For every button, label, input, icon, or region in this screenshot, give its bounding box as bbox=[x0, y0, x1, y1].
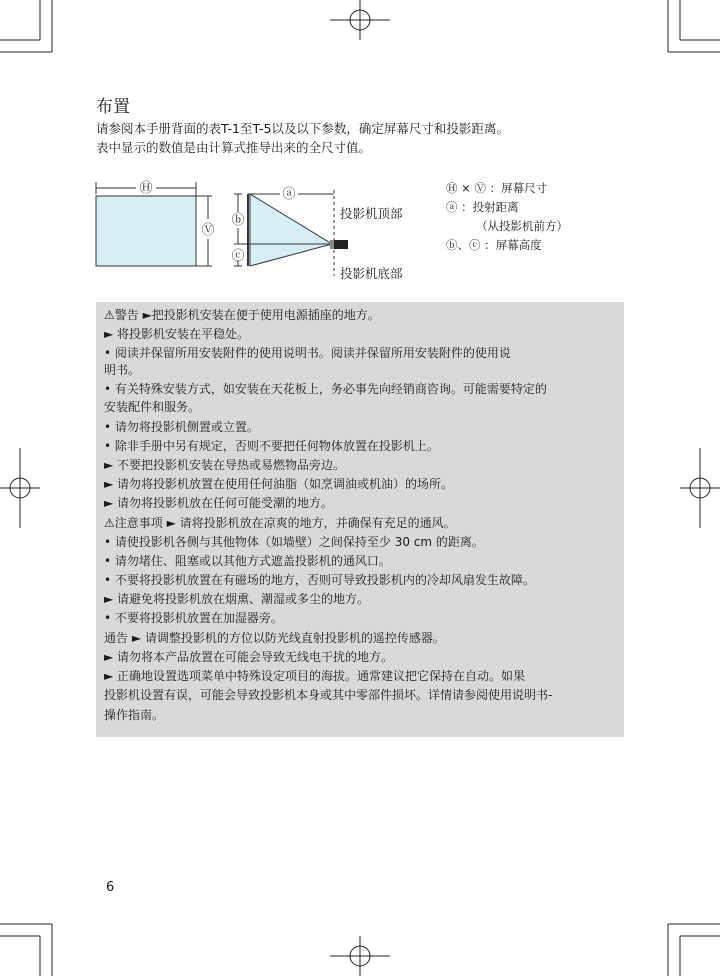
warning-line: ► 正确地设置选项菜单中特殊设定项目的海拔。通常建议把它保持在自动。如果 bbox=[104, 669, 526, 683]
warning-line: • 请使投影机各侧与其他物体（如墙壁）之间保持至少 30 cm 的距离。 bbox=[104, 535, 484, 549]
warnings-box bbox=[96, 302, 624, 737]
warning-line: • 不要将投影机放置在加湿器旁。 bbox=[104, 611, 283, 625]
legend-item: Ⓗ × Ⓥ ：屏幕尺寸 bbox=[446, 181, 548, 195]
legend-item: ⓐ ：投射距离 bbox=[446, 200, 519, 214]
legend-item: （从投影机前方） bbox=[476, 219, 568, 233]
warning-line: • 请勿将投影机侧置或立置。 bbox=[104, 420, 259, 434]
warning-line: ► 将投影机安装在平稳处。 bbox=[104, 327, 250, 341]
warning-line: • 除非手册中另有规定，否则不要把任何物体放置在投影机上。 bbox=[104, 439, 439, 453]
warning-line: 投影机设置有误，可能会导致投影机本身或其中零部件损坏。详情请参阅使用说明书- bbox=[104, 688, 553, 702]
installation-diagram bbox=[90, 176, 380, 288]
warning-line: 操作指南。 bbox=[104, 708, 165, 722]
marker-h: Ⓗ bbox=[139, 181, 153, 196]
legend-item: ⓑ、ⓒ ：屏幕高度 bbox=[446, 238, 542, 252]
warning-line: ► 请勿将投影机放置在使用任何油脂（如烹调油或机油）的场所。 bbox=[104, 477, 454, 491]
intro-line: 表中显示的数值是由计算式推导出来的全尺寸值。 bbox=[96, 140, 372, 155]
marker-v: Ⓥ bbox=[201, 223, 215, 238]
marker-c: ⓒ bbox=[231, 249, 245, 264]
page-number: 6 bbox=[106, 880, 115, 895]
diagram-legend bbox=[446, 179, 568, 255]
warning-line: ► 请避免将投影机放在烟熏、潮湿或多尘的地方。 bbox=[104, 592, 370, 606]
intro-text bbox=[96, 119, 509, 157]
label-projector-top: 投影机顶部 bbox=[340, 206, 403, 221]
warning-line: ⚠警告 ►把投影机安装在便于使用电源插座的地方。 bbox=[104, 308, 380, 322]
warning-line: ► 请勿将投影机放在任何可能受潮的地方。 bbox=[104, 496, 334, 510]
warning-line: ► 不要把投影机安装在导热或易燃物品旁边。 bbox=[104, 458, 346, 472]
warning-line: 通告 ► 请调整投影机的方位以防光线直射投影机的遥控传感器。 bbox=[104, 631, 445, 645]
warning-line: • 有关特殊安装方式，如安装在天花板上，务必事先向经销商咨询。可能需要特定的 bbox=[104, 382, 547, 396]
intro-line: 请参阅本手册背面的表T-1至T-5以及以下参数，确定屏幕尺寸和投影距离。 bbox=[96, 121, 509, 136]
projector-icon bbox=[334, 240, 348, 249]
warning-line: 明书。 bbox=[104, 363, 141, 377]
warning-line: • 阅读并保留所用安装附件的使用说明书。阅读并保留所用安装附件的使用说 bbox=[104, 346, 511, 360]
projection-beam bbox=[250, 194, 332, 266]
warning-line: 安装配件和服务。 bbox=[104, 400, 201, 414]
marker-a: ⓐ bbox=[282, 187, 296, 202]
warning-line: • 不要将投影机放置在有磁场的地方，否则可导致投影机内的冷却风扇发生故障。 bbox=[104, 573, 535, 587]
label-projector-bottom: 投影机底部 bbox=[340, 266, 403, 281]
warning-line: ⚠注意事项 ► 请将投影机放在凉爽的地方，并确保有充足的通风。 bbox=[104, 516, 456, 530]
marker-b: ⓑ bbox=[231, 213, 245, 228]
page-title: 布置 bbox=[96, 97, 130, 117]
screen-front bbox=[96, 196, 196, 266]
warning-line: ► 请勿将本产品放置在可能会导致无线电干扰的地方。 bbox=[104, 650, 394, 664]
warning-line: • 请勿堵住、阻塞或以其他方式遮盖投影机的通风口。 bbox=[104, 554, 391, 568]
